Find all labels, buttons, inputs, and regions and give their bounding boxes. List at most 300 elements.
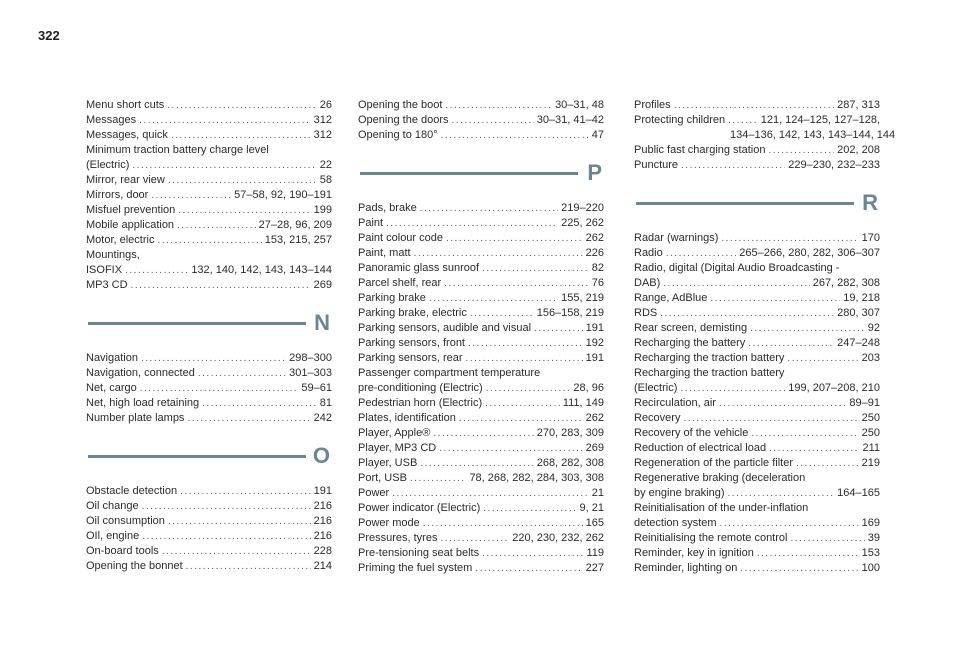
index-entry xyxy=(634,546,880,561)
entry-pages: 312 xyxy=(313,129,332,141)
index-entry xyxy=(634,471,880,486)
entry-pages: 153 xyxy=(861,547,880,559)
section-divider xyxy=(88,455,306,458)
index-entry xyxy=(358,366,604,381)
entry-pages: 192 xyxy=(585,337,604,349)
entry-pages: 242 xyxy=(313,412,332,424)
index-entry xyxy=(86,218,332,233)
entry-term: Plates, identification xyxy=(358,412,456,424)
dot-leader xyxy=(167,98,316,113)
index-entry xyxy=(358,336,604,351)
entry-pages: 134–136, 142, 143, 143–144, 144 xyxy=(730,129,896,141)
entry-term: Mobile application xyxy=(86,219,175,231)
index-entry xyxy=(358,216,604,231)
index-entry xyxy=(358,381,604,396)
entry-term: Protecting children xyxy=(634,114,726,126)
entry-pages: 219 xyxy=(861,457,880,469)
entry-pages: 269 xyxy=(585,442,604,454)
entry-pages: 228 xyxy=(313,545,332,557)
entry-term: Pads, brake xyxy=(358,202,417,214)
entry-pages: 82 xyxy=(591,262,604,274)
index-entry xyxy=(86,143,332,158)
entry-term: Reduction of electrical load xyxy=(634,442,767,454)
entry-term: Regeneration of the particle filter xyxy=(634,457,793,469)
dot-leader xyxy=(186,559,311,574)
dot-leader xyxy=(445,98,552,113)
entry-pages: 214 xyxy=(313,560,332,572)
entry-pages: 301–303 xyxy=(289,367,332,379)
entry-term: Port, USB xyxy=(358,472,407,484)
entry-pages: 216 xyxy=(313,500,332,512)
entry-term: RDS xyxy=(634,307,658,319)
section-letter: N xyxy=(314,310,330,335)
entry-pages: 191 xyxy=(585,322,604,334)
dot-leader xyxy=(132,158,316,173)
entry-term: Net, cargo xyxy=(86,382,137,394)
index-entry xyxy=(358,351,604,366)
index-entry xyxy=(358,486,604,501)
index-entry xyxy=(86,411,332,426)
index-entry xyxy=(634,143,880,158)
index-entry xyxy=(358,456,604,471)
entry-term: Oil consumption xyxy=(86,515,165,527)
entry-term: MP3 CD xyxy=(86,279,128,291)
dot-leader xyxy=(663,276,809,291)
entry-term: Recovery of the vehicle xyxy=(634,427,749,439)
entry-term: Parcel shelf, rear xyxy=(358,277,442,289)
dot-leader xyxy=(177,218,256,233)
dot-leader xyxy=(681,158,785,173)
index-entry xyxy=(358,441,604,456)
index-entry xyxy=(86,484,332,499)
entry-pages: 169 xyxy=(861,517,880,529)
dot-leader xyxy=(202,396,317,411)
entry-pages: 216 xyxy=(313,515,332,527)
entry-term: Net, high load retaining xyxy=(86,397,200,409)
index-column-1 xyxy=(86,98,332,574)
index-entry xyxy=(358,306,604,321)
dot-leader xyxy=(660,306,834,321)
entry-term: Priming the fuel system xyxy=(358,562,473,574)
dot-leader xyxy=(420,456,533,471)
dot-leader xyxy=(171,128,311,143)
index-entry xyxy=(86,233,332,248)
dot-leader xyxy=(441,128,589,143)
section-letter: P xyxy=(587,160,602,185)
index-entry xyxy=(358,471,604,486)
index-entry xyxy=(358,321,604,336)
entry-term: Recovery xyxy=(634,412,681,424)
dot-leader xyxy=(180,484,311,499)
index-entry xyxy=(86,559,332,574)
entry-term: Opening the boot xyxy=(358,99,443,111)
dot-leader xyxy=(444,276,589,291)
dot-leader xyxy=(482,546,583,561)
entry-term: Oil change xyxy=(86,500,139,512)
dot-leader xyxy=(751,426,858,441)
entry-term: Messages xyxy=(86,114,137,126)
entry-term: Parking sensors, front xyxy=(358,337,465,349)
entry-pages: 92 xyxy=(867,322,880,334)
entry-term: Player, Apple® xyxy=(358,427,431,439)
entry-pages: 121, 124–125, 127–128, xyxy=(760,114,880,126)
dot-leader xyxy=(666,246,737,261)
entry-term: Opening the bonnet xyxy=(86,560,183,572)
dot-leader xyxy=(420,201,558,216)
dot-leader xyxy=(740,561,858,576)
dot-leader xyxy=(683,411,858,426)
index-entry xyxy=(86,263,332,278)
index-entry xyxy=(86,98,332,113)
dot-leader xyxy=(719,396,846,411)
entry-pages: 89–91 xyxy=(849,397,880,409)
entry-term: Rear screen, demisting xyxy=(634,322,748,334)
index-entry xyxy=(634,426,880,441)
section-divider xyxy=(360,172,578,175)
page-number: 322 xyxy=(38,28,60,43)
entry-pages: 47 xyxy=(591,129,604,141)
entry-pages: 262 xyxy=(585,232,604,244)
dot-leader xyxy=(534,321,583,336)
dot-leader xyxy=(151,188,231,203)
index-entry xyxy=(634,128,896,143)
dot-leader xyxy=(728,486,835,501)
index-entry xyxy=(86,158,332,173)
dot-leader xyxy=(423,516,583,531)
index-entry xyxy=(358,531,604,546)
index-entry xyxy=(634,411,880,426)
dot-leader xyxy=(429,291,558,306)
dot-leader xyxy=(459,411,583,426)
index-entry xyxy=(86,203,332,218)
dot-leader xyxy=(187,411,310,426)
dot-leader xyxy=(392,486,589,501)
index-entry xyxy=(86,366,332,381)
entry-pages: 9, 21 xyxy=(579,502,604,514)
entry-term: Messages, quick xyxy=(86,129,168,141)
entry-term: Pressures, tyres xyxy=(358,532,438,544)
dot-leader xyxy=(757,546,859,561)
entry-pages: 57–58, 92, 190–191 xyxy=(234,189,332,201)
entry-pages: 220, 230, 232, 262 xyxy=(512,532,604,544)
entry-pages: 199, 207–208, 210 xyxy=(788,382,880,394)
entry-term: Pedestrian horn (Electric) xyxy=(358,397,483,409)
entry-term: Minimum traction battery charge level xyxy=(86,144,269,156)
entry-term: Recharging the traction battery xyxy=(634,352,785,364)
entry-pages: 227 xyxy=(585,562,604,574)
entry-term: Mirrors, door xyxy=(86,189,149,201)
entry-pages: 191 xyxy=(313,485,332,497)
index-entry xyxy=(634,516,880,531)
entry-term: Parking sensors, audible and visual xyxy=(358,322,532,334)
index-entry xyxy=(634,561,880,576)
entry-term: Power xyxy=(358,487,390,499)
dot-leader xyxy=(439,441,582,456)
entry-pages: 59–61 xyxy=(301,382,332,394)
section-header xyxy=(86,438,332,474)
entry-pages: 27–28, 96, 209 xyxy=(258,219,332,231)
entry-term: Recharging the traction battery xyxy=(634,367,785,379)
entry-pages: 165 xyxy=(585,517,604,529)
entry-term: Player, MP3 CD xyxy=(358,442,437,454)
index-entry xyxy=(634,231,880,246)
entry-pages: 58 xyxy=(319,174,332,186)
entry-pages: 267, 282, 308 xyxy=(812,277,880,289)
entry-pages: 268, 282, 308 xyxy=(536,457,604,469)
entry-term: Parking brake xyxy=(358,292,426,304)
entry-term: Recirculation, air xyxy=(634,397,716,409)
dot-leader xyxy=(482,261,589,276)
entry-term: Profiles xyxy=(634,99,671,111)
entry-pages: 170 xyxy=(861,232,880,244)
dot-leader xyxy=(486,381,571,396)
entry-term: Reinitialising the remote control xyxy=(634,532,788,544)
entry-pages: 22 xyxy=(319,159,332,171)
index-entry xyxy=(358,113,604,128)
entry-term: Paint xyxy=(358,217,384,229)
dot-leader xyxy=(141,351,286,366)
entry-pages: 216 xyxy=(313,530,332,542)
entry-term: Power mode xyxy=(358,517,420,529)
dot-leader xyxy=(410,471,467,486)
entry-pages: 119 xyxy=(586,547,604,559)
section-header xyxy=(86,305,332,341)
index-entry xyxy=(634,501,880,516)
entry-term: Navigation xyxy=(86,352,138,364)
index-entry xyxy=(634,321,880,336)
index-entry xyxy=(634,246,880,261)
entry-term: Mirror, rear view xyxy=(86,174,165,186)
dot-leader xyxy=(466,351,583,366)
entry-term: Radio xyxy=(634,247,663,259)
entry-term: Navigation, connected xyxy=(86,367,195,379)
section-divider xyxy=(636,202,854,205)
entry-pages: 265–266, 280, 282, 306–307 xyxy=(739,247,880,259)
dot-leader xyxy=(768,143,834,158)
entry-pages: 203 xyxy=(861,352,880,364)
entry-term: Mountings, xyxy=(86,249,140,261)
index-column-2 xyxy=(358,98,604,576)
entry-pages: 111, 149 xyxy=(562,397,604,409)
entry-pages: 199 xyxy=(313,204,332,216)
dot-leader xyxy=(168,173,317,188)
index-entry xyxy=(358,396,604,411)
index-entry xyxy=(358,261,604,276)
entry-term: Reinitialisation of the under-inflation xyxy=(634,502,809,514)
entry-term: Reminder, lighting on xyxy=(634,562,738,574)
entry-term: Reminder, key in ignition xyxy=(634,547,754,559)
index-entry xyxy=(634,261,880,276)
index-entry xyxy=(358,501,604,516)
index-entry xyxy=(358,411,604,426)
dot-leader xyxy=(720,516,859,531)
entry-term: Obstacle detection xyxy=(86,485,178,497)
index-entry xyxy=(358,98,604,113)
entry-pages: 191 xyxy=(585,352,604,364)
index-entry xyxy=(358,516,604,531)
entry-pages: 202, 208 xyxy=(837,144,880,156)
entry-term: (Electric) xyxy=(634,382,678,394)
index-entry xyxy=(358,201,604,216)
index-entry xyxy=(86,351,332,366)
entry-term: Passenger compartment temperature xyxy=(358,367,541,379)
dot-leader xyxy=(710,291,840,306)
index-entry xyxy=(358,276,604,291)
entry-term: ISOFIX xyxy=(86,264,123,276)
dot-leader xyxy=(728,113,758,128)
dot-leader xyxy=(787,351,858,366)
entry-pages: 30–31, 48 xyxy=(555,99,604,111)
entry-term: Opening to 180° xyxy=(358,129,438,141)
entry-pages: 39 xyxy=(867,532,880,544)
dot-leader xyxy=(470,306,534,321)
entry-pages: 247–248 xyxy=(837,337,880,349)
entry-term: Radar (warnings) xyxy=(634,232,719,244)
dot-leader xyxy=(414,246,583,261)
entry-term: Radio, digital (Digital Audio Broadcasting - xyxy=(634,262,840,274)
index-entry xyxy=(86,396,332,411)
index-entry xyxy=(86,381,332,396)
section-divider xyxy=(88,322,306,325)
dot-leader xyxy=(433,426,533,441)
dot-leader xyxy=(139,113,311,128)
dot-leader xyxy=(140,381,299,396)
entry-pages: 30–31, 41–42 xyxy=(536,114,604,126)
entry-pages: 262 xyxy=(585,412,604,424)
index-entry xyxy=(358,128,604,143)
index-entry xyxy=(358,291,604,306)
entry-term: Opening the doors xyxy=(358,114,449,126)
entry-pages: 21 xyxy=(591,487,604,499)
entry-pages: 250 xyxy=(861,427,880,439)
index-entry xyxy=(358,426,604,441)
index-entry xyxy=(86,514,332,529)
entry-term: On-board tools xyxy=(86,545,159,557)
dot-leader xyxy=(198,366,286,381)
index-entry xyxy=(634,456,880,471)
entry-pages: 19, 218 xyxy=(843,292,880,304)
entry-pages: 298–300 xyxy=(289,352,332,364)
entry-pages: 78, 268, 282, 284, 303, 308 xyxy=(469,472,604,484)
index-entry xyxy=(86,128,332,143)
index-entry xyxy=(634,306,880,321)
index-entry xyxy=(86,248,332,263)
entry-term: by engine braking) xyxy=(634,487,725,499)
index-entry xyxy=(634,366,880,381)
section-letter: O xyxy=(312,443,330,468)
index-entry xyxy=(634,396,880,411)
entry-pages: 287, 313 xyxy=(837,99,880,111)
dot-leader xyxy=(475,561,582,576)
dot-leader xyxy=(485,396,560,411)
entry-pages: 81 xyxy=(319,397,332,409)
dot-leader xyxy=(386,216,558,231)
entry-term: Public fast charging station xyxy=(634,144,766,156)
entry-pages: 211 xyxy=(862,442,880,454)
index-entry xyxy=(634,276,880,291)
index-entry xyxy=(86,529,332,544)
entry-pages: 153, 215, 257 xyxy=(264,234,332,246)
entry-pages: 156–158, 219 xyxy=(536,307,604,319)
entry-pages: 164–165 xyxy=(837,487,880,499)
entry-term: Power indicator (Electric) xyxy=(358,502,481,514)
entry-term: Motor, electric xyxy=(86,234,155,246)
dot-leader xyxy=(142,499,311,514)
index-entry xyxy=(358,546,604,561)
index-entry xyxy=(86,113,332,128)
entry-pages: 100 xyxy=(861,562,880,574)
entry-pages: 26 xyxy=(319,99,332,111)
dot-leader xyxy=(125,263,188,278)
entry-term: Paint, matt xyxy=(358,247,411,259)
index-entry xyxy=(634,441,880,456)
dot-leader xyxy=(440,531,509,546)
entry-term: (Electric) xyxy=(86,159,130,171)
entry-pages: 132, 140, 142, 143, 143–144 xyxy=(191,264,332,276)
entry-pages: 229–230, 232–233 xyxy=(788,159,880,171)
entry-pages: 312 xyxy=(313,114,332,126)
entry-term: Parking brake, electric xyxy=(358,307,467,319)
dot-leader xyxy=(483,501,576,516)
index-entry xyxy=(86,188,332,203)
dot-leader xyxy=(162,544,311,559)
section-letter: R xyxy=(862,190,878,215)
entry-term: Recharging the battery xyxy=(634,337,746,349)
index-entry xyxy=(86,173,332,188)
index-entry xyxy=(634,113,880,128)
entry-pages: 250 xyxy=(861,412,880,424)
dot-leader xyxy=(674,98,834,113)
entry-term: Parking sensors, rear xyxy=(358,352,463,364)
index-entry xyxy=(86,544,332,559)
index-entry xyxy=(634,486,880,501)
entry-term: Number plate lamps xyxy=(86,412,185,424)
dot-leader xyxy=(157,233,261,248)
dot-leader xyxy=(446,231,583,246)
entry-term: Player, USB xyxy=(358,457,418,469)
entry-term: Paint colour code xyxy=(358,232,443,244)
entry-term: Range, AdBlue xyxy=(634,292,708,304)
dot-leader xyxy=(796,456,859,471)
index-entry xyxy=(86,278,332,293)
section-header xyxy=(634,185,880,221)
entry-term: Puncture xyxy=(634,159,679,171)
index-entry xyxy=(358,231,604,246)
index-entry xyxy=(634,381,880,396)
index-entry xyxy=(358,246,604,261)
entry-pages: 225, 262 xyxy=(561,217,604,229)
entry-pages: 155, 219 xyxy=(561,292,604,304)
entry-term: Misfuel prevention xyxy=(86,204,176,216)
entry-term: pre-conditioning (Electric) xyxy=(358,382,483,394)
index-entry xyxy=(634,158,880,173)
index-entry xyxy=(86,499,332,514)
entry-pages: 226 xyxy=(585,247,604,259)
entry-term: Menu short cuts xyxy=(86,99,165,111)
index-entry xyxy=(634,336,880,351)
entry-pages: 28, 96 xyxy=(573,382,604,394)
entry-term: Panoramic glass sunroof xyxy=(358,262,480,274)
dot-leader xyxy=(142,529,310,544)
entry-pages: 76 xyxy=(591,277,604,289)
dot-leader xyxy=(468,336,583,351)
dot-leader xyxy=(452,113,534,128)
dot-leader xyxy=(168,514,311,529)
index-entry xyxy=(634,531,880,546)
entry-pages: 219–220 xyxy=(561,202,604,214)
dot-leader xyxy=(769,441,859,456)
entry-pages: 270, 283, 309 xyxy=(536,427,604,439)
